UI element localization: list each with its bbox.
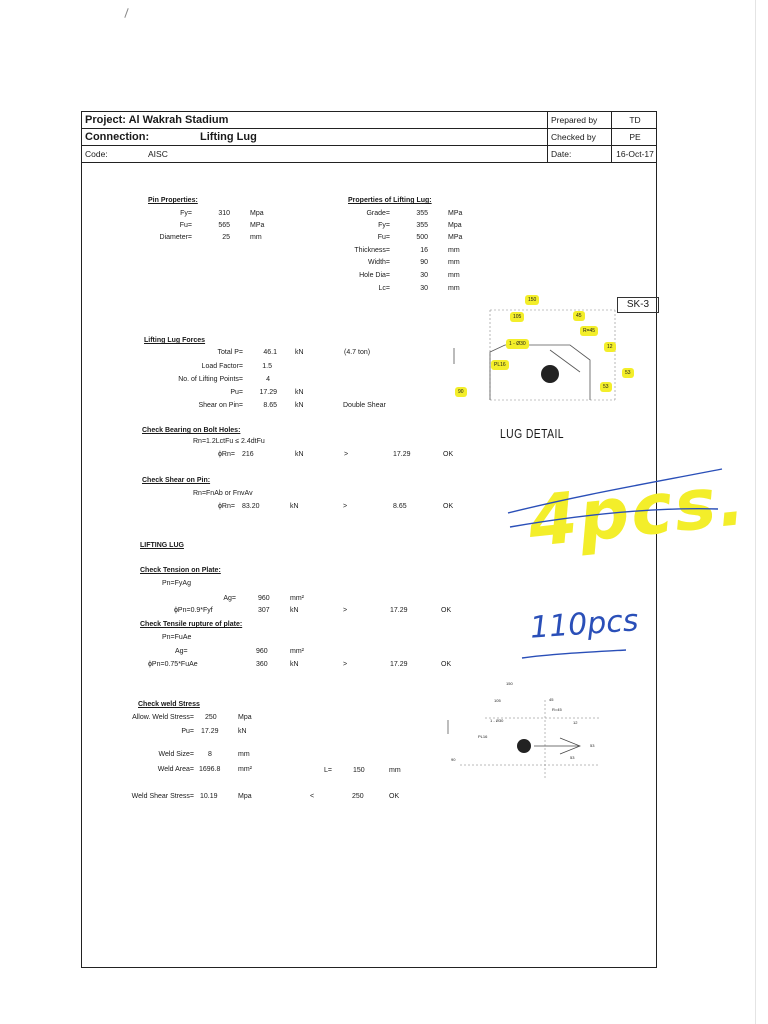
lug-fu-value: 500 <box>416 234 428 241</box>
lug-thickness-label: Thickness= <box>354 247 390 254</box>
total-p-label: Total P= <box>217 349 243 356</box>
tension-ag-unit: mm² <box>290 595 304 602</box>
bearing-title: Check Bearing on Bolt Holes: <box>142 427 241 434</box>
pin-fy-unit: Mpa <box>250 210 264 217</box>
shear-pin-title: Check Shear on Pin: <box>142 477 211 484</box>
connection-label: Connection: <box>85 131 150 143</box>
lug-width-unit: mm <box>448 259 460 266</box>
bearing-compare: 17.29 <box>393 451 411 458</box>
weld-area-label: Weld Area= <box>157 766 194 773</box>
rupture-formula: Pn=FuAe <box>162 634 192 641</box>
drawing-tag: 45 <box>573 311 585 321</box>
tension-phi-value: 307 <box>258 607 270 614</box>
pin-fy-value: 310 <box>218 210 230 217</box>
drawing-tag-small: PL16 <box>478 734 488 739</box>
pin-fu-unit: MPa <box>250 222 265 229</box>
lug-width-label: Width= <box>368 259 390 266</box>
shear-pin-unit: kN <box>290 503 299 510</box>
rupture-ag-unit: mm² <box>290 648 304 655</box>
lifting-points-label: No. of Lifting Points= <box>178 376 243 383</box>
sk-label: SK-3 <box>617 297 659 313</box>
shear-pin-op: > <box>343 503 348 510</box>
lug-lc-unit: mm <box>448 285 460 292</box>
lug-fy-value: 355 <box>416 222 428 229</box>
handwritten-blue-note: 110pcs <box>528 603 640 646</box>
lug-fy-unit: Mpa <box>448 222 462 229</box>
page-edge <box>755 0 756 1024</box>
weld-area-unit: mm² <box>238 766 252 773</box>
weld-l-value: 150 <box>353 767 365 774</box>
weld-shear-result: OK <box>389 793 400 800</box>
drawing-tag: 12 <box>604 342 616 352</box>
shear-pin-phi-value: 83.20 <box>242 503 260 510</box>
prepared-by-value: TD <box>629 115 641 125</box>
lug-grade-label: Grade= <box>366 210 390 217</box>
drawing-tag-small: 53 <box>570 755 575 760</box>
lug-detail-label: LUG DETAIL <box>500 426 564 441</box>
shear-pin-result: OK <box>443 503 454 510</box>
bearing-phi-label: ϕRn= <box>218 451 235 458</box>
lug-drawing-small <box>440 690 620 780</box>
weld-allow-label: Allow. Weld Stress= <box>132 714 194 721</box>
pin-diameter-value: 25 <box>222 234 230 241</box>
blue-pen-strikes <box>500 465 730 555</box>
project-title: Project: Al Wakrah Stadium <box>85 114 229 126</box>
prepared-by-label: Prepared by <box>548 112 612 128</box>
shear-on-pin-label: Shear on Pin= <box>198 402 243 409</box>
pu-label: Pu= <box>230 389 243 396</box>
load-factor-value: 1.5 <box>262 363 272 370</box>
weld-area-value: 1696.8 <box>199 766 221 773</box>
lug-hole-value: 30 <box>420 272 428 279</box>
load-factor-label: Load Factor= <box>201 363 243 370</box>
pin-diameter-unit: mm <box>250 234 262 241</box>
lug-grade-unit: MPa <box>448 210 463 217</box>
tension-op: > <box>343 607 348 614</box>
drawing-tag-small: 1 - Ø30 <box>490 718 504 723</box>
rupture-compare: 17.29 <box>390 661 408 668</box>
pin-fu-value: 565 <box>218 222 230 229</box>
pin-diameter-label: Diameter= <box>159 234 192 241</box>
drawing-tag-small: 90 <box>451 757 456 762</box>
pu-unit: kN <box>295 389 304 396</box>
header-row-code <box>82 146 656 163</box>
rupture-phi-unit: kN <box>290 661 299 668</box>
total-p-unit: kN <box>295 349 304 356</box>
lug-grade-value: 355 <box>416 210 428 217</box>
drawing-tag-small: 105 <box>494 698 501 703</box>
blue-underline <box>520 648 630 662</box>
shear-on-pin-note: Double Shear <box>343 402 386 409</box>
shear-on-pin-unit: kN <box>295 402 304 409</box>
shear-on-pin-value: 8.65 <box>263 402 277 409</box>
weld-shear-op: < <box>310 793 315 800</box>
rupture-op: > <box>343 661 348 668</box>
weld-size-label: Weld Size= <box>158 751 194 758</box>
weld-l-label: L= <box>324 767 332 774</box>
lug-fu-label: Fu= <box>377 234 390 241</box>
drawing-tag-small: 150 <box>506 681 513 686</box>
total-p-value: 46.1 <box>263 349 277 356</box>
drawing-tag: 105 <box>510 312 524 322</box>
weld-pu-value: 17.29 <box>201 728 219 735</box>
drawing-tag: R=45 <box>580 326 598 336</box>
connection-value: Lifting Lug <box>200 131 257 143</box>
total-p-note: (4.7 ton) <box>344 349 371 356</box>
code-label: Code: <box>85 149 108 159</box>
lug-detail-drawing <box>450 290 650 420</box>
date-value: 16-Oct-17 <box>616 149 654 159</box>
lug-hole-unit: mm <box>448 272 460 279</box>
pin-properties-title: Pin Properties: <box>148 197 198 204</box>
lug-lc-label: Lc= <box>378 285 390 292</box>
shear-pin-phi-label: ϕRn= <box>218 503 235 510</box>
pin-fy-label: Fy= <box>180 210 192 217</box>
handwritten-yellow-note: 4pcs. <box>524 458 751 564</box>
drawing-tag: 53 <box>622 368 634 378</box>
weld-l-unit: mm <box>389 767 401 774</box>
lug-width-value: 90 <box>420 259 428 266</box>
bearing-phi-value: 216 <box>242 451 254 458</box>
rupture-phi-label: ϕPn=0.75*FuAe <box>148 661 198 668</box>
checked-by-value: PE <box>629 132 641 142</box>
weld-shear-unit: Mpa <box>238 793 252 800</box>
tension-formula: Pn=FyAg <box>162 580 191 587</box>
weld-allow-unit: Mpa <box>238 714 252 721</box>
header-row-connection <box>82 129 656 146</box>
lug-hole-label: Hole Dia= <box>359 272 390 279</box>
rupture-phi-value: 360 <box>256 661 268 668</box>
bearing-formula: Rn=1.2LctFu ≤ 2.4dtFu <box>193 438 265 445</box>
drawing-tag: 150 <box>525 295 539 305</box>
header-row-project <box>82 112 656 129</box>
weld-size-value: 8 <box>208 751 212 758</box>
tension-compare: 17.29 <box>390 607 408 614</box>
weld-shear-value: 10.19 <box>200 793 218 800</box>
lug-properties-title: Properties of Lifting Lug: <box>348 197 432 204</box>
code-value: AISC <box>148 149 168 159</box>
scan-mark <box>124 8 128 18</box>
weld-shear-label: Weld Shear Stress= <box>131 793 194 800</box>
drawing-tag-small: 45 <box>549 697 554 702</box>
rupture-title: Check Tensile rupture of plate: <box>140 621 243 628</box>
lifting-points-value: 4 <box>266 376 270 383</box>
drawing-tag-small: 12 <box>573 720 578 725</box>
tension-phi-label: ϕPn=0.9*Fyf <box>174 607 213 614</box>
rupture-ag-label: Ag= <box>175 648 188 655</box>
shear-pin-compare: 8.65 <box>393 503 407 510</box>
lug-lc-value: 30 <box>420 285 428 292</box>
rupture-result: OK <box>441 661 452 668</box>
lug-thickness-unit: mm <box>448 247 460 254</box>
forces-title: Lifting Lug Forces <box>144 337 206 344</box>
lug-fy-label: Fy= <box>378 222 390 229</box>
tension-ag-value: 960 <box>258 595 270 602</box>
drawing-tag-small: R=45 <box>552 707 562 712</box>
drawing-tag: 53 <box>600 382 612 392</box>
date-label: Date: <box>548 146 612 162</box>
lifting-lug-title: LIFTING LUG <box>140 542 184 549</box>
pu-value: 17.29 <box>259 389 277 396</box>
weld-allow-value: 250 <box>205 714 217 721</box>
weld-size-unit: mm <box>238 751 250 758</box>
lug-thickness-value: 16 <box>420 247 428 254</box>
weld-shear-compare: 250 <box>352 793 364 800</box>
lug-fu-unit: MPa <box>448 234 463 241</box>
drawing-tag: PL16 <box>491 360 509 370</box>
pin-hole-mark <box>541 365 559 383</box>
rupture-ag-value: 960 <box>256 648 268 655</box>
drawing-tag: 1 - Ø30 <box>506 339 529 349</box>
tension-ag-label: Ag= <box>223 595 236 602</box>
drawing-tag: 90 <box>455 387 467 397</box>
drawing-tag-small: 53 <box>590 743 595 748</box>
bearing-op: > <box>344 451 349 458</box>
pin-fu-label: Fu= <box>179 222 192 229</box>
checked-by-label: Checked by <box>548 129 612 145</box>
tension-phi-unit: kN <box>290 607 299 614</box>
weld-title: Check weld Stress <box>138 701 200 708</box>
tension-title: Check Tension on Plate: <box>140 567 221 574</box>
shear-pin-formula: Rn=FnAb or FnvAv <box>193 490 253 497</box>
weld-pu-label: Pu= <box>181 728 194 735</box>
bearing-result: OK <box>443 451 454 458</box>
weld-pu-unit: kN <box>238 728 247 735</box>
tension-result: OK <box>441 607 452 614</box>
bearing-unit: kN <box>295 451 304 458</box>
